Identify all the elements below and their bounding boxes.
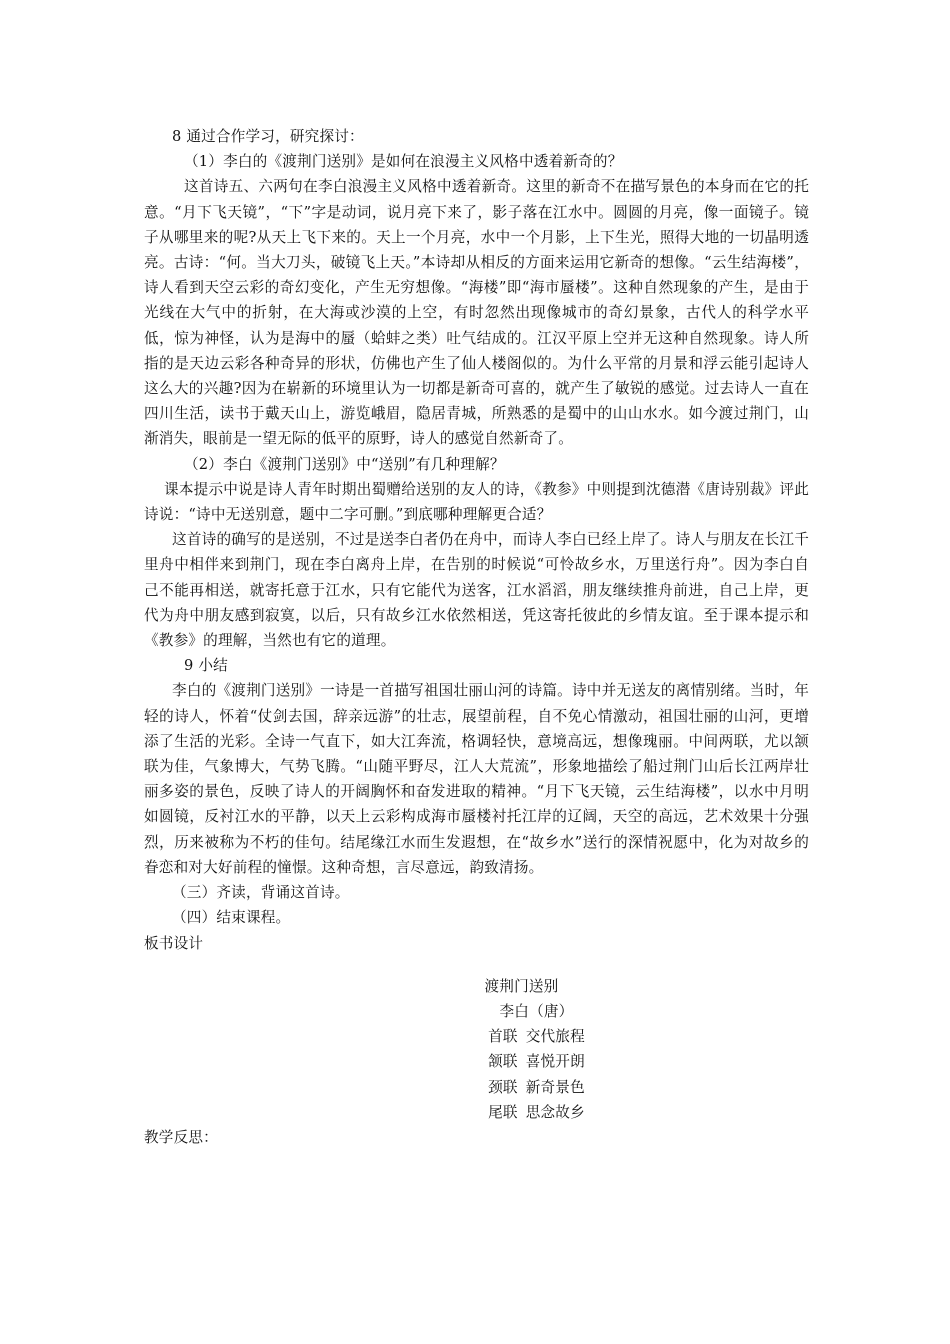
answer-2-part-2: 这首诗的确写的是送别，不过是送李白者仍在舟中，而诗人李白已经上岸了。诗人与朋友在长江千里舟中相伴来到荆门，现在李白离舟上岸，在告别的时候说“可怜故乡水，万里送行舟”。因为李白自己不能再相送，就寄托意于江水，只有它能代为送客，江水滔滔，朋友继续推舟前进，自己上岸，更代为舟中朋友感到寂寞，以后，只有故乡江水依然相送，凭这寄托彼此的乡情友谊。至于课本提示和《教参》的理解，当然也有它的道理。 xyxy=(144,531,809,650)
question-1: （1）李白的《渡荆门送别》是如何在浪漫主义风格中透着新奇的？ xyxy=(184,153,623,171)
question-2: （2）李白《渡荆门送别》中“送别”有几种理解？ xyxy=(184,455,505,473)
board-item: 颔联 喜悦开朗 xyxy=(488,1053,585,1071)
board-design xyxy=(144,974,809,1125)
answer-1: 这首诗五、六两句在李白浪漫主义风格中透着新奇。这里的新奇不在描写景色的本身而在它的托意。“月下飞天镜”，“下”字是动词，说月亮下来了，影子落在江水中。圆圆的月亮，像一面镜子。镜子从哪里来的呢?从天上飞下来的。天上一个月亮，水中一个月影，上下生光，照得大地的一切晶明透亮。古诗：“何。当大刀头，破镜飞上天。”本诗却从相反的方面来运用它新奇的想像。“云生结海楼”，诗人看到天空云彩的奇幻变化，产生无穷想像。“海楼”即“海市蜃楼”。这种自然现象的产生，是由于光线在大气中的折射，在大海或沙漠的上空，有时忽然出现像城市的奇幻景象，古代人的科学水平低，惊为神怪，认为是海中的蜃（蛤蚌之类）吐气结成的。江汉平原上空并无这种自然现象。诗人所指的是天边云彩各种奇异的形状，仿佛也产生了仙人楼阁似的。为什么平常的月景和浮云能引起诗人这么大的兴趣?因为在崭新的环境里认为一切都是新奇可喜的，就产生了敏锐的感觉。过去诗人一直在四川生活，读书于戴天山上，游览峨眉，隐居青城，所熟悉的是蜀中的山山水水。如今渡过荆门，山渐消失，眼前是一望无际的低平的原野，诗人的感觉自然新奇了。 xyxy=(144,178,809,448)
step-4: （四）结束课程。 xyxy=(172,909,291,927)
board-item: 颈联 新奇景色 xyxy=(488,1078,585,1096)
teaching-reflection-label: 教学反思： xyxy=(144,1128,218,1146)
board-author: 李白（唐） xyxy=(499,1002,574,1020)
summary-text: 李白的《渡荆门送别》一诗是一首描写祖国壮丽山河的诗篇。诗中并无送友的离情别绪。当时，年轻的诗人，怀着“仗剑去国，辞亲远游”的壮志，展望前程，自不免心情激动，祖国壮丽的山河，更增添了生活的光彩。全诗一气直下，如大江奔流，格调轻快，意境高远，想像瑰丽。中间两联，尤以颔联为佳，气象博大，气势飞腾。“山随平野尽，江人大荒流”，形象地描绘了船过荆门山后长江两岸壮丽多姿的景色，反映了诗人的开阔胸怀和奋发进取的精神。“月下飞天镜，云生结海楼”，以水中月明如圆镜，反衬江水的平静，以天上云彩构成海市蜃楼衬托江岸的辽阔，天空的高远，艺术效果十分强烈，历来被称为不朽的佳句。结尾缘江水而生发遐想，在“故乡水”送行的深情祝愿中，化为对故乡的眷恋和对大好前程的憧憬。这种奇想，言尽意远，韵致清扬。 xyxy=(144,682,809,876)
section-8-heading: 8 通过合作学习，研究探讨： xyxy=(172,128,364,145)
document-body xyxy=(144,124,809,1150)
step-3: （三）齐读，背诵这首诗。 xyxy=(172,884,350,902)
board-item: 首联 交代旅程 xyxy=(488,1028,585,1046)
board-design-label: 板书设计 xyxy=(144,934,204,952)
board-title: 渡荆门送别 xyxy=(484,977,559,995)
board-item: 尾联 思念故乡 xyxy=(488,1103,585,1121)
section-9-heading: 9 小结 xyxy=(184,657,228,675)
answer-2-part-1: 课本提示中说是诗人青年时期出蜀赠给送别的友人的诗，《教参》中则提到沈德潜《唐诗别裁》评此诗说：“诗中无送别意，题中二字可删。”到底哪种理解更合适？ xyxy=(144,480,809,524)
